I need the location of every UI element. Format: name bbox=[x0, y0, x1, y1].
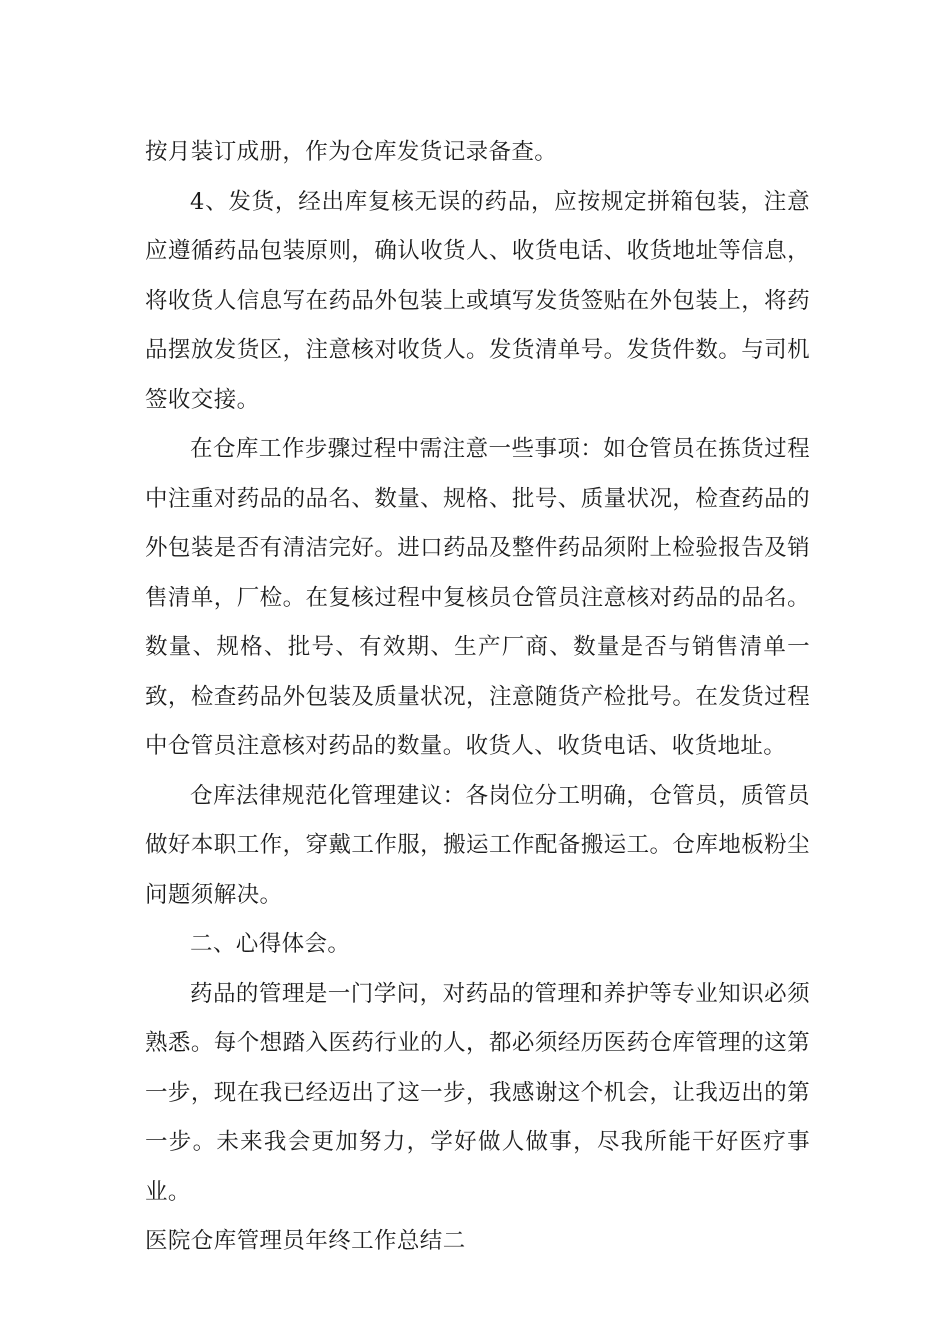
section-heading-experience: 二、心得体会。 bbox=[190, 931, 351, 957]
paragraph-management-suggestions: 仓库法律规范化管理建议：各岗位分工明确，仓管员，质管员做好本职工作，穿戴工作服，搬运工作配备搬运工。仓库地板粉尘问题须解决。 bbox=[145, 782, 810, 908]
paragraph-experience: 药品的管理是一门学问，对药品的管理和养护等专业知识必须熟悉。每个想踏入医药行业的人，都必须经历医药仓库管理的这第一步，现在我已经迈出了这一步，我感谢这个机会，让我迈出的第一步。未来我会更加努力，学好做人做事，尽我所能干好医疗事业。 bbox=[145, 980, 810, 1205]
document-body bbox=[145, 128, 810, 1267]
next-section-title: 医院仓库管理员年终工作总结二 bbox=[145, 1228, 466, 1254]
paragraph-precautions: 在仓库工作步骤过程中需注意一些事项：如仓管员在拣货过程中注重对药品的品名、数量、规格、批号、质量状况，检查药品的外包装是否有清洁完好。进口药品及整件药品须附上检验报告及销售清单，厂检。在复核过程中复核员仓管员注意核对药品的品名。数量、规格、批号、有效期、生产厂商、数量是否与销售清单一致，检查药品外包装及质量状况，注意随货产检批号。在发货过程中仓管员注意核对药品的数量。收货人、收货电话、收货地址。 bbox=[145, 436, 810, 759]
paragraph-shipping-step: 4、发货，经出库复核无误的药品，应按规定拼箱包装，注意应遵循药品包装原则，确认收货人、收货电话、收货地址等信息，将收货人信息写在药品外包装上或填写发货签贴在外包装上，将药品摆放发货区，注意核对收货人。发货清单号。发货件数。与司机签收交接。 bbox=[145, 188, 810, 413]
paragraph-continuation: 按月装订成册，作为仓库发货记录备查。 bbox=[145, 139, 558, 165]
